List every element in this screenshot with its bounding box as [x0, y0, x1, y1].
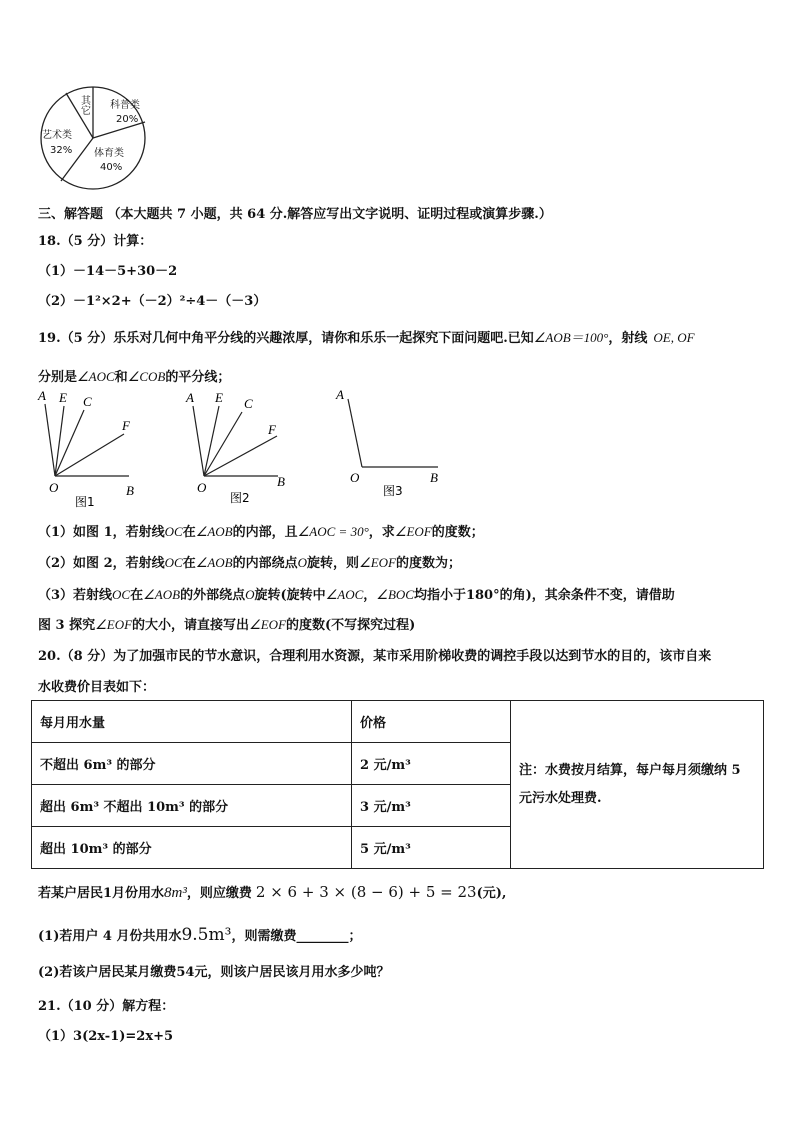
pie-label-art: 艺术类: [42, 130, 72, 141]
table-note: 注：水费按月结算，每户每月须缴纳 5 元污水处理费.: [511, 701, 764, 869]
fig3-label-B: B: [430, 470, 438, 485]
fig3-label-A: A: [336, 387, 344, 402]
fig2-label-B: B: [277, 474, 285, 489]
figure-2: [180, 388, 310, 508]
fig1-label-F: F: [122, 418, 130, 433]
figure-3: [330, 385, 450, 505]
fig1-label-A: A: [38, 388, 46, 403]
pie-chart: [36, 84, 152, 194]
table-header-price: 价格: [352, 701, 511, 743]
q19-part1: （1）如图 1，若射线OC在∠AOB的内部，且∠AOC = 30°，求∠EOF的度数；: [38, 524, 484, 540]
pie-label-sports: 体育类: [94, 148, 124, 159]
fig1-label-C: C: [83, 394, 92, 409]
q19-part3: （3）若射线OC在∠AOB的外部绕点O旋转(旋转中∠AOC，∠BOC均指小于180°的角)，其余条件不变，请借助: [38, 587, 675, 603]
q19-line2: 分别是∠AOC和∠COB的平分线；: [38, 369, 231, 385]
pie-label-science: 科普类: [110, 100, 140, 111]
table-cell: 2 元/m³: [352, 743, 511, 785]
q18-part1: （1）－14－5+30－2: [38, 264, 178, 279]
q19-heading: 19.（5 分）乐乐对几何中角平分线的兴趣浓厚，请你和乐乐一起探究下面问题吧.已知∠AOB＝100°，射线 OE, OF: [38, 330, 695, 346]
fig1-label-O: O: [49, 480, 59, 495]
q21-heading: 21.（10 分）解方程：: [38, 999, 175, 1014]
fig2-label-F: F: [268, 422, 276, 437]
pie-value-sports: 40%: [100, 162, 123, 173]
table-cell: 超出 10m³ 的部分: [32, 827, 352, 869]
q18-heading: 18.（5 分）计算：: [38, 234, 153, 249]
fig3-caption: 图3: [383, 484, 403, 498]
fig2-label-A: A: [186, 390, 194, 405]
q21-part1: （1）3(2x-1)=2x+5: [38, 1029, 174, 1044]
q19-part3-line2: 图 3 探究∠EOF的大小，请直接写出∠EOF的度数(不写探究过程): [38, 617, 416, 633]
fig1-label-B: B: [126, 483, 134, 498]
fig2-label-O: O: [197, 480, 207, 495]
section-3-heading: 三、解答题 （本大题共 7 小题，共 64 分.解答应写出文字说明、证明过程或演算步骤.）: [38, 207, 552, 222]
table-cell: 不超出 6m³ 的部分: [32, 743, 352, 785]
table-cell: 超出 6m³ 不超出 10m³ 的部分: [32, 785, 352, 827]
answer-blank[interactable]: ________: [296, 929, 349, 944]
fig2-caption: 图2: [230, 491, 250, 505]
pie-label-other: 其它: [78, 95, 90, 115]
fig1-label-E: E: [59, 390, 67, 405]
pie-value-science: 20%: [116, 114, 139, 125]
fig1-caption: 图1: [75, 495, 95, 508]
q20-sub1: (1)若用户 4 月份共用水9.5m³，则需缴费________；: [38, 925, 362, 945]
q19-part2: （2）如图 2，若射线OC在∠AOB的内部绕点O旋转，则∠EOF的度数为；: [38, 555, 462, 571]
q20-sub2: (2)若该户居民某月缴费54元，则该户居民该月用水多少吨？: [38, 965, 390, 980]
table-header-usage: 每月用水量: [32, 701, 352, 743]
pie-value-art: 32%: [50, 145, 73, 156]
q18-part2: （2）－1²×2+（－2）²÷4－（－3）: [38, 294, 267, 309]
q20-example: 若某户居民1月份用水8m³，则应缴费 2 × 6 + 3 × (8 − 6) + 5 = 23(元),: [38, 883, 507, 901]
figure-1: [30, 388, 150, 508]
water-fee-table: [31, 700, 764, 869]
table-cell: 3 元/m³: [352, 785, 511, 827]
fig2-label-C: C: [244, 396, 253, 411]
fig3-label-O: O: [350, 470, 360, 485]
q20-heading-line2: 水收费价目表如下：: [38, 680, 156, 695]
table-cell: 5 元/m³: [352, 827, 511, 869]
fig2-label-E: E: [215, 390, 223, 405]
q20-heading: 20.（8 分）为了加强市民的节水意识，合理利用水资源，某市采用阶梯收费的调控手段以达到节水的目的，该市自来: [38, 649, 712, 664]
